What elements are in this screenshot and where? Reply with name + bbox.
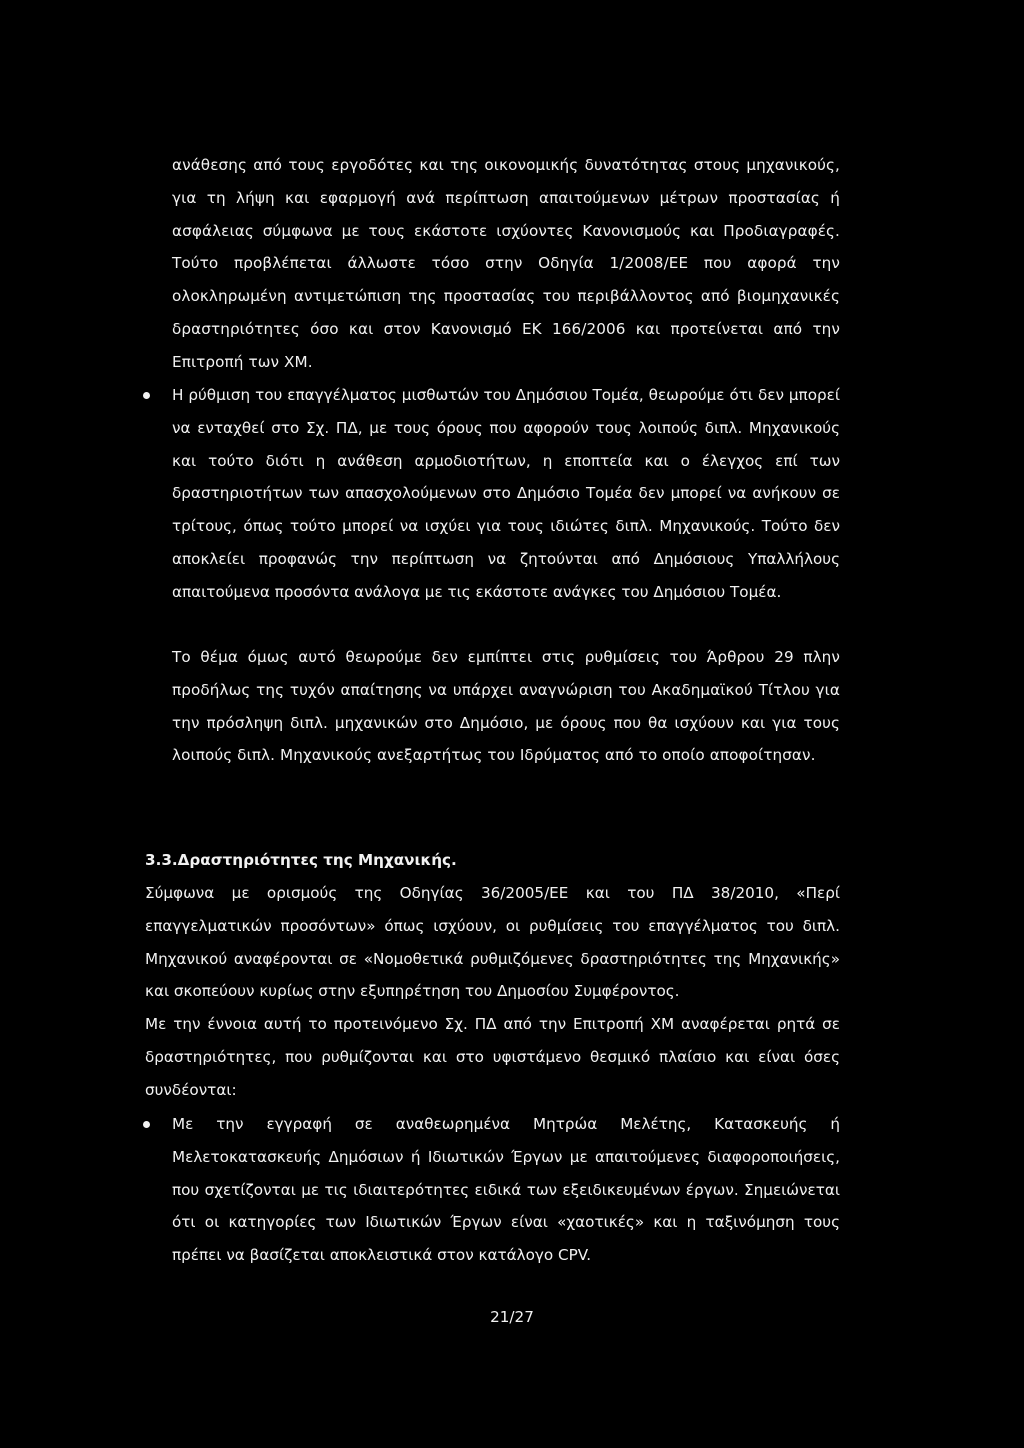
bullet-2-text: Με την εγγραφή σε αναθεωρημένα Μητρώα Μελέτης, Κατασκευής ή Μελετοκατασκευής Δημόσιων ή Ιδιωτικών Έργων με απαιτούμενες διαφοροποιήσεις, που σχετίζονται με τις ιδιαιτερότητες ειδικά των εξειδικευμένων έργων. Σημειώνεται ότι οι κατηγορίες των Ιδιωτικών Έργων είναι «χαοτικές» και η ταξινόμηση τους πρέπει να βασίζεται αποκλειστικά στον κατάλογο CPV. — [172, 1115, 840, 1265]
bullet-public-sector — [172, 379, 840, 609]
page-number: 21/27 — [490, 1308, 534, 1326]
bullet-1-text: Η ρύθμιση του επαγγέλματος μισθωτών του Δημόσιου Τομέα, θεωρούμε ότι δεν μπορεί να ενταχθεί στο Σχ. ΠΔ, με τους όρους που αφορούν τους λοιπούς διπλ. Μηχανικούς και τούτο διότι η ανάθεση αρμοδιοτήτων, η εποπτεία και ο έλεγχος επί των δραστηριοτήτων των απασχολούμενων στο Δημόσιο Τομέα δεν μπορεί να ανήκουν σε τρίτους, όπως τούτο μπορεί να ισχύει για τους ιδιώτες διπλ. Μηχανικούς. Τούτο δεν αποκλείει προφανώς την περίπτωση να ζητούνται από Δημόσιους Υπαλλήλους απαιτούμενα προσόντα ανάλογα με τις εκάστοτε ανάγκες του Δημόσιου Τομέα. — [172, 386, 840, 601]
paragraph-2-text: Το θέμα όμως αυτό θεωρούμε δεν εμπίπτει στις ρυθμίσεις του Άρθρου 29 πλην προδήλως της τυχόν απαίτησης να υπάρχει αναγνώριση του Ακαδημαϊκού Τίτλου για την πρόσληψη διπλ. μηχανικών στο Δημόσιο, με όρους που θα ισχύουν και για τους λοιπούς διπλ. Μηχανικούς ανεξαρτήτως του Ιδρύματος από το οποίο αποφοίτησαν. — [172, 648, 840, 765]
bullet-registries — [172, 1108, 840, 1272]
bullet-dot-icon — [143, 1121, 150, 1128]
paragraph-continued — [172, 149, 840, 379]
paragraph-article-29 — [172, 641, 840, 772]
section-heading: 3.3.Δραστηριότητες της Μηχανικής. — [145, 851, 457, 869]
bullet-dot-icon — [143, 392, 150, 399]
paragraph-3-text: Σύμφωνα με ορισμούς της Οδηγίας 36/2005/ΕΕ και του ΠΔ 38/2010, «Περί επαγγελματικών προσόντων» όπως ισχύουν, οι ρυθμίσεις του επαγγέλματος του διπλ. Μηχανικού αναφέρονται σε «Νομοθετικά ρυθμιζόμενες δραστηριότητες της Μηχανικής» και σκοπεύουν κυρίως στην εξυπηρέτηση του Δημοσίου Συμφέροντος. — [145, 884, 840, 1001]
paragraph-1-text: ανάθεσης από τους εργοδότες και της οικονομικής δυνατότητας στους μηχανικούς, για τη λήψη και εφαρμογή ανά περίπτωση απαιτούμενων μέτρων προστασίας ή ασφάλειας σύμφωνα με τους εκάστοτε ισχύοντες Κανονισμούς και Προδιαγραφές. Τούτο προβλέπεται άλλωστε τόσο στην Οδηγία 1/2008/ΕΕ που αφορά την ολοκληρωμένη αντιμετώπιση της προστασίας του περιβάλλοντος από βιομηχανικές δραστηριότητες όσο και στον Κανονισμό ΕΚ 166/2006 και προτείνεται από την Επιτροπή των ΧΜ. — [172, 156, 840, 371]
paragraph-4-text: Με την έννοια αυτή το προτεινόμενο Σχ. ΠΔ από την Επιτροπή ΧΜ αναφέρεται ρητά σε δραστηριότητες, που ρυθμίζονται και στο υφιστάμενο θεσμικό πλαίσιο και είναι όσες συνδέονται: — [145, 1015, 840, 1099]
paragraph-directive — [145, 877, 840, 1107]
